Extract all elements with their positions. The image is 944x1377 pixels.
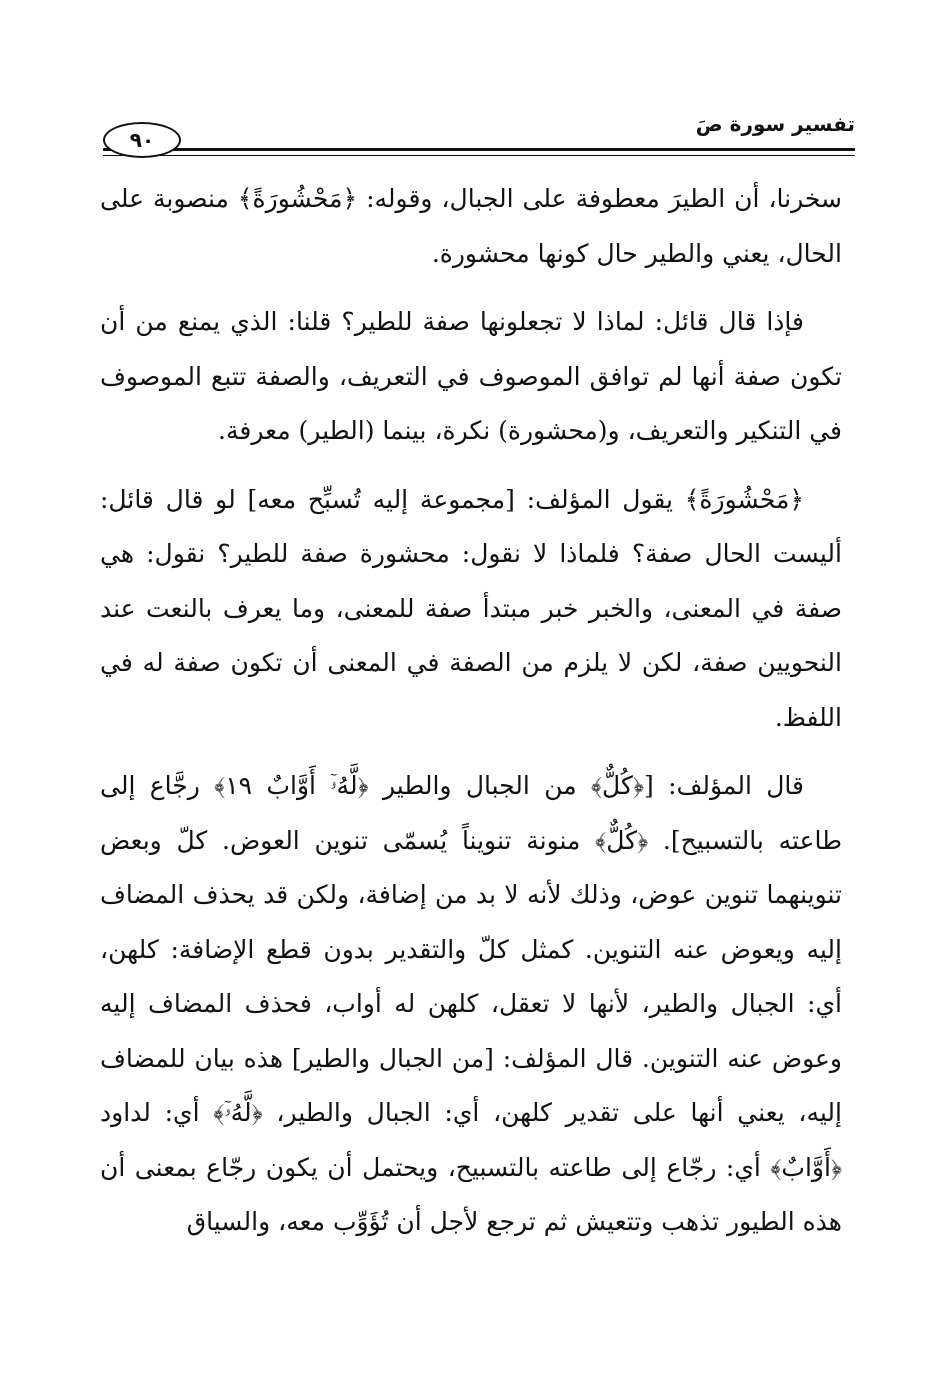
page-header xyxy=(95,108,855,178)
paragraph-3: ﴿مَحْشُورَةً﴾ يقول المؤلف: [مجموعة إليه تُسبِّح معه] لو قال قائل: أليست الحال صفة؟ فلماذا لا نقول: محشورة صفة للطير؟ نقول: هي صفة في المعنى، والخبر خبر مبتدأ صفة للمعنى، وما يعرف بالنعت عند النحويين صفة، لكن لا يلزم من الصفة في المعنى أن تكون صفة له في اللفظ. xyxy=(100,484,842,732)
header-rule-thick xyxy=(103,148,855,151)
page-number: ٩٠ xyxy=(103,122,181,158)
header-rule-thin xyxy=(103,155,855,156)
paragraph-4: قال المؤلف: [﴿كُلٌّ﴾ من الجبال والطير ﴿لَّهُۥٓ أَوَّابٌ ١٩﴾ رجَّاع إلى طاعته بالتسبيح]. ﴿كُلٌّ﴾ منونة تنويناً يُسمّى تنوين العوض. كلّ وبعض تنوينهما تنوين عوض، وذلك لأنه لا بد من إضافة، ولكن قد يحذف المضاف إليه ويعوض عنه التنوين. كمثل كلّ والتقدير بدون قطع الإضافة: كلهن، أي: الجبال والطير، لأنها لا تعقل، كلهن له أواب، فحذف المضاف إليه وعوض عنه التنوين. قال المؤلف: [من الجبال والطير] هذه بيان للمضاف إليه، يعني أنها على تقدير كلهن، أي: الجبال والطير، ﴿لَّهُۥٓ﴾ أي: لداود ﴿أَوَّابٌ﴾ أي: رجّاع إلى طاعته بالتسبيح، ويحتمل أن يكون رجّاع بمعنى أن هذه الطيور تذهب وتتعيش ثم ترجع لأجل أن تُؤَوِّب معه، والسياق xyxy=(100,771,842,1236)
running-title: تفسير سورة صَ xyxy=(695,112,855,136)
paragraph-1: سخرنا، أن الطيرَ معطوفة على الجبال، وقوله: ﴿مَحْشُورَةً﴾ منصوبة على الحال، يعني والطير حال كونها محشورة. xyxy=(100,184,842,268)
body-text xyxy=(100,172,842,1264)
paragraph-2: فإذا قال قائل: لماذا لا تجعلونها صفة للطير؟ قلنا: الذي يمنع من أن تكون صفة أنها لم توافق الموصوف في التعريف، والصفة تتبع الموصوف في التنكير والتعريف، و(محشورة) نكرة، بينما (الطير) معرفة. xyxy=(100,307,842,445)
